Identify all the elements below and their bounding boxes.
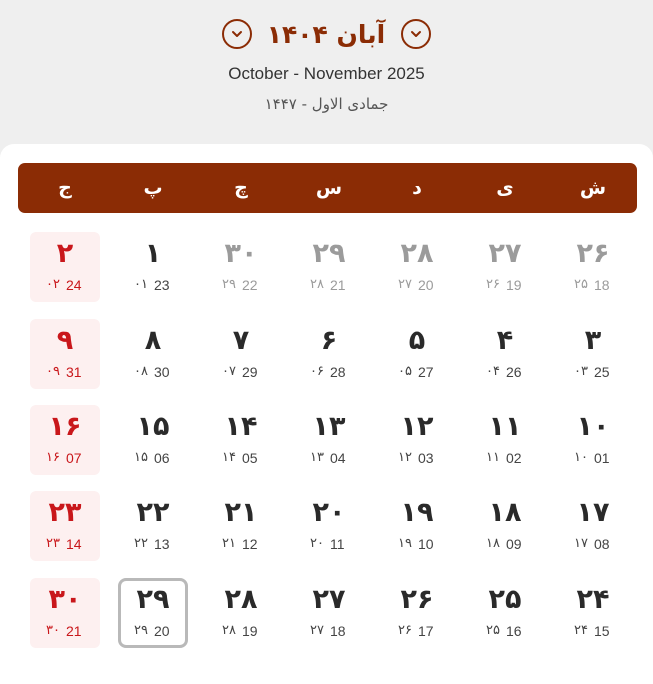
day-cell[interactable] bbox=[118, 491, 188, 561]
day-cell[interactable] bbox=[206, 319, 276, 389]
gregorian-day-number: 23 bbox=[154, 277, 170, 293]
chevron-down-icon bbox=[230, 27, 244, 41]
gregorian-day-number: 03 bbox=[418, 450, 434, 466]
gregorian-month-range: October - November 2025 bbox=[228, 64, 425, 83]
next-month-button[interactable] bbox=[222, 19, 252, 49]
secondary-dates bbox=[206, 276, 276, 294]
weekday-label: ش bbox=[579, 177, 607, 199]
secondary-dates bbox=[470, 449, 540, 467]
day-cell[interactable] bbox=[558, 578, 628, 648]
day-cell[interactable] bbox=[118, 405, 188, 475]
gregorian-day-number: 08 bbox=[594, 536, 610, 552]
weekday-label: پ bbox=[143, 177, 163, 199]
hijri-day-number: ۰۹ bbox=[46, 364, 60, 379]
persian-day-number: ۲۶ bbox=[400, 584, 434, 615]
day-cell[interactable] bbox=[30, 405, 100, 475]
weekday-header-bar bbox=[18, 163, 637, 213]
weekday-label: س bbox=[315, 177, 343, 199]
secondary-dates bbox=[382, 276, 452, 294]
hijri-day-number: ۲۴ bbox=[574, 623, 588, 638]
day-cell[interactable] bbox=[206, 232, 276, 302]
persian-day-number: ۱۰ bbox=[576, 411, 610, 442]
persian-day-number: ۱۳ bbox=[312, 411, 346, 442]
day-cell[interactable] bbox=[470, 578, 540, 648]
secondary-dates bbox=[30, 622, 100, 640]
gregorian-day-number: 20 bbox=[154, 623, 170, 639]
persian-day-number: ۲ bbox=[56, 238, 74, 269]
secondary-dates bbox=[118, 449, 188, 467]
gregorian-day-number: 14 bbox=[66, 536, 82, 552]
secondary-dates bbox=[294, 276, 364, 294]
secondary-dates bbox=[382, 363, 452, 381]
persian-day-number: ۴ bbox=[496, 325, 514, 356]
secondary-dates bbox=[118, 363, 188, 381]
secondary-dates bbox=[206, 622, 276, 640]
gregorian-day-number: 29 bbox=[242, 364, 258, 380]
day-cell[interactable] bbox=[294, 319, 364, 389]
secondary-dates bbox=[294, 622, 364, 640]
hijri-day-number: ۱۸ bbox=[486, 536, 500, 551]
secondary-dates bbox=[382, 622, 452, 640]
persian-day-number: ۲۲ bbox=[136, 497, 170, 528]
gregorian-day-number: 22 bbox=[242, 277, 258, 293]
secondary-dates bbox=[470, 535, 540, 553]
persian-day-number: ۳۰ bbox=[48, 584, 82, 615]
persian-day-number: ۱۱ bbox=[488, 411, 522, 442]
gregorian-day-number: 09 bbox=[506, 536, 522, 552]
day-cell[interactable] bbox=[118, 232, 188, 302]
persian-day-number: ۱۶ bbox=[48, 411, 82, 442]
persian-day-number: ۲۷ bbox=[312, 584, 346, 615]
gregorian-day-number: 18 bbox=[330, 623, 346, 639]
secondary-dates bbox=[30, 449, 100, 467]
day-cell[interactable] bbox=[30, 491, 100, 561]
day-cell[interactable] bbox=[382, 232, 452, 302]
secondary-dates bbox=[294, 535, 364, 553]
hijri-day-number: ۲۶ bbox=[486, 277, 500, 292]
hijri-day-number: ۰۵ bbox=[398, 364, 412, 379]
gregorian-day-number: 31 bbox=[66, 364, 82, 380]
persian-day-number: ۲۵ bbox=[488, 584, 522, 615]
secondary-dates bbox=[30, 535, 100, 553]
hijri-day-number: ۱۳ bbox=[310, 450, 324, 465]
hijri-day-number: ۱۲ bbox=[398, 450, 412, 465]
gregorian-day-number: 05 bbox=[242, 450, 258, 466]
hijri-day-number: ۲۹ bbox=[134, 623, 148, 638]
hijri-day-number: ۲۹ bbox=[222, 277, 236, 292]
hijri-day-number: ۲۵ bbox=[486, 623, 500, 638]
secondary-dates bbox=[30, 363, 100, 381]
hijri-day-number: ۲۱ bbox=[222, 536, 236, 551]
hijri-day-number: ۱۱ bbox=[486, 450, 500, 465]
day-cell[interactable] bbox=[558, 491, 628, 561]
hijri-day-number: ۱۰ bbox=[574, 450, 588, 465]
secondary-dates bbox=[206, 363, 276, 381]
persian-day-number: ۱۹ bbox=[400, 497, 434, 528]
secondary-dates bbox=[30, 276, 100, 294]
hijri-day-number: ۲۷ bbox=[310, 623, 324, 638]
gregorian-day-number: 04 bbox=[330, 450, 346, 466]
secondary-dates bbox=[470, 276, 540, 294]
day-cell[interactable] bbox=[294, 491, 364, 561]
gregorian-day-number: 02 bbox=[506, 450, 522, 466]
persian-day-number: ۲۹ bbox=[136, 584, 170, 615]
secondary-dates bbox=[382, 449, 452, 467]
weekday-label: ج bbox=[58, 177, 72, 199]
persian-day-number: ۱۴ bbox=[224, 411, 258, 442]
gregorian-day-number: 16 bbox=[506, 623, 522, 639]
gregorian-day-number: 25 bbox=[594, 364, 610, 380]
gregorian-day-number: 06 bbox=[154, 450, 170, 466]
day-cell[interactable] bbox=[470, 319, 540, 389]
gregorian-day-number: 07 bbox=[66, 450, 82, 466]
day-cell[interactable] bbox=[30, 578, 100, 648]
prev-month-button[interactable] bbox=[401, 19, 431, 49]
hijri-day-number: ۰۳ bbox=[574, 364, 588, 379]
persian-day-number: ۲۹ bbox=[312, 238, 346, 269]
day-cell[interactable] bbox=[118, 578, 188, 648]
day-cell[interactable] bbox=[294, 232, 364, 302]
gregorian-day-number: 11 bbox=[330, 536, 345, 552]
persian-day-number: ۲۱ bbox=[224, 497, 258, 528]
hijri-day-number: ۱۵ bbox=[134, 450, 148, 465]
day-cell[interactable] bbox=[470, 405, 540, 475]
day-cell[interactable] bbox=[470, 232, 540, 302]
secondary-dates bbox=[294, 363, 364, 381]
day-cell[interactable] bbox=[558, 319, 628, 389]
persian-day-number: ۲۶ bbox=[576, 238, 610, 269]
secondary-dates bbox=[470, 363, 540, 381]
hijri-day-number: ۰۱ bbox=[134, 277, 148, 292]
persian-day-number: ۱۸ bbox=[488, 497, 522, 528]
gregorian-day-number: 21 bbox=[330, 277, 346, 293]
weekday-label: ی bbox=[496, 177, 514, 199]
calendar-header bbox=[0, 0, 653, 150]
weekday-label: چ bbox=[234, 177, 248, 199]
secondary-dates bbox=[118, 535, 188, 553]
persian-day-number: ۲۳ bbox=[48, 497, 82, 528]
day-cell[interactable] bbox=[382, 405, 452, 475]
secondary-dates bbox=[470, 622, 540, 640]
day-cell[interactable] bbox=[470, 491, 540, 561]
day-cell[interactable] bbox=[206, 405, 276, 475]
chevron-down-icon bbox=[409, 27, 423, 41]
secondary-dates bbox=[206, 449, 276, 467]
gregorian-day-number: 27 bbox=[418, 364, 434, 380]
day-cell[interactable] bbox=[382, 578, 452, 648]
secondary-dates bbox=[121, 625, 185, 643]
secondary-dates bbox=[558, 622, 628, 640]
gregorian-day-number: 17 bbox=[418, 623, 434, 639]
persian-day-number: ۱۷ bbox=[576, 497, 610, 528]
day-cell[interactable] bbox=[206, 578, 276, 648]
hijri-day-number: ۲۳ bbox=[46, 536, 60, 551]
persian-day-number: ۶ bbox=[320, 325, 338, 356]
day-cell[interactable] bbox=[294, 405, 364, 475]
persian-day-number: ۱۵ bbox=[136, 411, 170, 442]
persian-day-number: ۲۷ bbox=[488, 238, 522, 269]
hijri-day-number: ۲۸ bbox=[310, 277, 324, 292]
gregorian-day-number: 19 bbox=[506, 277, 522, 293]
hijri-day-number: ۱۹ bbox=[398, 536, 412, 551]
month-title[interactable]: آبان ۱۴۰۴ bbox=[266, 20, 386, 49]
persian-day-number: ۲۸ bbox=[224, 584, 258, 615]
hijri-day-number: ۰۷ bbox=[222, 364, 236, 379]
day-cell[interactable] bbox=[558, 405, 628, 475]
gregorian-day-number: 19 bbox=[242, 623, 258, 639]
day-cell[interactable] bbox=[118, 319, 188, 389]
secondary-dates bbox=[382, 535, 452, 553]
persian-day-number: ۸ bbox=[144, 325, 162, 356]
secondary-dates bbox=[118, 276, 188, 294]
hijri-day-number: ۲۷ bbox=[398, 277, 412, 292]
gregorian-day-number: 01 bbox=[594, 450, 610, 466]
secondary-dates bbox=[558, 363, 628, 381]
hijri-day-number: ۲۵ bbox=[574, 277, 588, 292]
gregorian-day-number: 12 bbox=[242, 536, 258, 552]
hijri-month-label: جمادی الاول - ۱۴۴۷ bbox=[264, 95, 389, 113]
gregorian-day-number: 10 bbox=[418, 536, 434, 552]
gregorian-day-number: 21 bbox=[66, 623, 82, 639]
month-navigation bbox=[0, 16, 653, 56]
hijri-day-number: ۳۰ bbox=[46, 623, 60, 638]
persian-day-number: ۳ bbox=[584, 325, 602, 356]
persian-day-number: ۹ bbox=[56, 325, 74, 356]
persian-day-number: ۷ bbox=[232, 325, 250, 356]
hijri-day-number: ۰۸ bbox=[134, 364, 148, 379]
day-cell[interactable] bbox=[30, 319, 100, 389]
weekday-label: د bbox=[412, 177, 422, 199]
persian-day-number: ۲۴ bbox=[576, 584, 610, 615]
secondary-dates bbox=[206, 535, 276, 553]
gregorian-day-number: 18 bbox=[594, 277, 610, 293]
hijri-day-number: ۰۲ bbox=[46, 277, 60, 292]
gregorian-day-number: 26 bbox=[506, 364, 522, 380]
hijri-day-number: ۲۰ bbox=[310, 536, 324, 551]
secondary-dates bbox=[294, 449, 364, 467]
persian-day-number: ۳۰ bbox=[224, 238, 258, 269]
gregorian-day-number: 13 bbox=[154, 536, 170, 552]
day-cell[interactable] bbox=[558, 232, 628, 302]
gregorian-day-number: 20 bbox=[418, 277, 434, 293]
persian-day-number: ۲۰ bbox=[312, 497, 346, 528]
day-cell[interactable] bbox=[382, 319, 452, 389]
persian-day-number: ۵ bbox=[408, 325, 426, 356]
secondary-dates bbox=[558, 276, 628, 294]
hijri-day-number: ۱۷ bbox=[574, 536, 588, 551]
gregorian-day-number: 15 bbox=[594, 623, 610, 639]
hijri-day-number: ۲۸ bbox=[222, 623, 236, 638]
day-cell[interactable] bbox=[30, 232, 100, 302]
secondary-dates bbox=[558, 449, 628, 467]
day-cell[interactable] bbox=[382, 491, 452, 561]
hijri-day-number: ۲۶ bbox=[398, 623, 412, 638]
hijri-day-number: ۲۲ bbox=[134, 536, 148, 551]
gregorian-day-number: 28 bbox=[330, 364, 346, 380]
gregorian-day-number: 30 bbox=[154, 364, 170, 380]
hijri-day-number: ۱۶ bbox=[46, 450, 60, 465]
hijri-day-number: ۱۴ bbox=[222, 450, 236, 465]
persian-day-number: ۱ bbox=[144, 238, 162, 269]
secondary-dates bbox=[558, 535, 628, 553]
hijri-day-number: ۰۴ bbox=[486, 364, 500, 379]
persian-day-number: ۱۲ bbox=[400, 411, 434, 442]
day-cell[interactable] bbox=[294, 578, 364, 648]
persian-day-number: ۲۸ bbox=[400, 238, 434, 269]
gregorian-day-number: 24 bbox=[66, 277, 82, 293]
hijri-day-number: ۰۶ bbox=[310, 364, 324, 379]
day-cell[interactable] bbox=[206, 491, 276, 561]
